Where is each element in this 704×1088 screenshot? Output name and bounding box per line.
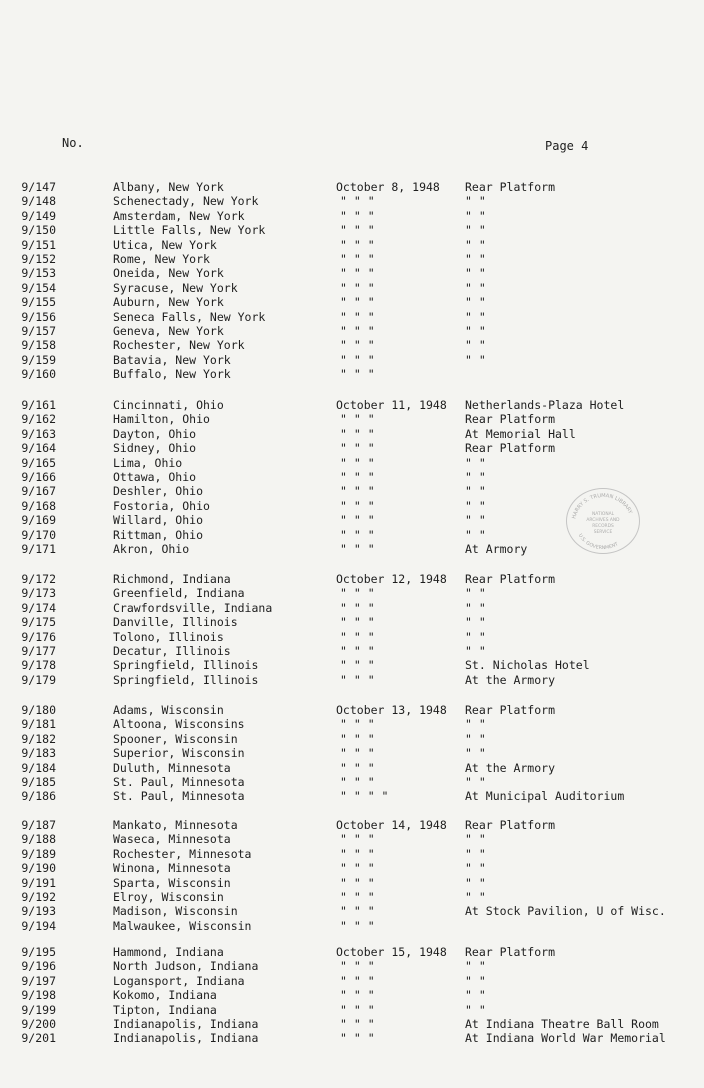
entry-no: 9/166	[21, 470, 56, 484]
entry-no: 9/161	[21, 398, 56, 412]
entry-place: Hamilton, Ohio	[113, 412, 210, 427]
entry-date: " " "	[340, 309, 375, 324]
list-item	[0, 456, 704, 470]
list-item	[0, 295, 704, 309]
list-item	[0, 353, 704, 367]
entry-no: 9/165	[21, 455, 56, 470]
entry-no: 9/152	[21, 252, 56, 266]
entry-note: " "	[465, 615, 486, 630]
entry-place: Rome, New York	[113, 252, 210, 266]
entry-no: 9/163	[21, 426, 56, 441]
entry-note: " "	[465, 644, 486, 658]
entry-place: Logansport, Indiana	[113, 973, 245, 988]
stamp-line-1: HARRY S. TRUMAN LIBRARY	[571, 492, 633, 520]
entry-note: At Memorial Hall	[465, 426, 576, 441]
archive-stamp-graphic	[567, 489, 639, 553]
entry-no: 9/172	[21, 572, 56, 586]
entry-date: " " "	[340, 644, 375, 658]
entry-date: " " "	[340, 470, 375, 484]
entry-note: " "	[465, 890, 486, 904]
entry-no: 9/196	[21, 959, 56, 974]
entry-place: Altoona, Wisconsins	[113, 717, 245, 732]
entry-note: At Armory	[465, 542, 528, 556]
entry-note: " "	[465, 237, 486, 252]
entry-place: Sidney, Ohio	[113, 441, 197, 456]
no-heading: No.	[62, 136, 84, 150]
entry-note: " "	[465, 309, 486, 324]
entry-date: " " "	[340, 988, 375, 1003]
entry-note: St. Nicholas Hotel	[465, 658, 590, 673]
entry-date: " " "	[340, 280, 375, 295]
list-item	[0, 673, 704, 687]
entry-no: 9/175	[21, 615, 56, 630]
list-item	[0, 412, 704, 426]
list-item	[0, 223, 704, 237]
entry-no: 9/179	[21, 672, 56, 687]
entry-no: 9/195	[21, 945, 56, 959]
entry-date: " " "	[340, 412, 375, 427]
entry-no: 9/149	[21, 208, 56, 223]
entry-place: Rochester, Minnesota	[113, 846, 252, 861]
list-item	[0, 644, 704, 658]
entry-no: 9/156	[21, 309, 56, 324]
entry-date: " " "	[340, 498, 375, 513]
entry-no: 9/157	[21, 324, 56, 338]
stamp-line-6: U.S. GOVERNMENT	[576, 533, 620, 552]
entry-date: " " "	[340, 295, 375, 310]
entry-place: Crawfordsville, Indiana	[113, 600, 273, 615]
entry-note: " "	[465, 470, 486, 484]
list-item	[0, 789, 704, 803]
entry-no: 9/199	[21, 1002, 56, 1017]
entry-place: Duluth, Minnesota	[113, 760, 231, 775]
list-item	[0, 988, 704, 1002]
entry-date: " " "	[340, 629, 375, 644]
entry-place: Rittman, Ohio	[113, 527, 204, 542]
entry-place: Ottawa, Ohio	[113, 470, 197, 484]
list-item	[0, 761, 704, 775]
entry-no: 9/158	[21, 338, 56, 353]
entry-date: " " "	[340, 338, 375, 353]
entry-date: " " "	[340, 194, 375, 209]
list-item	[0, 717, 704, 731]
entry-place: Willard, Ohio	[113, 513, 204, 528]
entry-date: " " "	[340, 731, 375, 746]
entry-place: Akron, Ohio	[113, 542, 190, 556]
entry-date: " " "	[340, 658, 375, 673]
stamp-line-2: NATIONAL	[591, 512, 615, 517]
entry-date: " " "	[340, 367, 375, 382]
entry-no: 9/153	[21, 266, 56, 281]
list-item	[0, 1017, 704, 1031]
entry-no: 9/148	[21, 194, 56, 209]
entry-date: " " "	[340, 484, 375, 499]
entry-no: 9/176	[21, 629, 56, 644]
entry-no: 9/170	[21, 527, 56, 542]
entry-note: " "	[465, 973, 486, 988]
entry-date: October 13, 1948	[336, 703, 447, 717]
list-item	[0, 658, 704, 672]
entry-note: " "	[465, 223, 486, 238]
entry-no: 9/184	[21, 760, 56, 775]
entry-place: Elroy, Wisconsin	[113, 890, 224, 904]
entry-no: 9/186	[21, 789, 56, 804]
archive-stamp	[566, 488, 640, 554]
list-item	[0, 847, 704, 861]
entry-place: Madison, Wisconsin	[113, 904, 238, 919]
entry-date: " " "	[340, 846, 375, 861]
entry-note: Netherlands-Plaza Hotel	[465, 398, 625, 412]
entry-date: " " "	[340, 223, 375, 238]
entry-place: Richmond, Indiana	[113, 572, 231, 586]
entry-no: 9/197	[21, 973, 56, 988]
list-item	[0, 398, 704, 412]
list-item	[0, 945, 704, 959]
entry-no: 9/201	[21, 1031, 56, 1046]
list-item	[0, 732, 704, 746]
list-item	[0, 441, 704, 455]
entry-date: " " "	[340, 542, 375, 556]
entry-place: Adams, Wisconsin	[113, 703, 224, 717]
entry-date: " " "	[340, 904, 375, 919]
entry-place: Buffalo, New York	[113, 367, 231, 382]
entry-place: Utica, New York	[113, 237, 217, 252]
list-item	[0, 601, 704, 615]
entry-date: " " "	[340, 1002, 375, 1017]
entry-date: " " "	[340, 918, 375, 933]
list-item	[0, 252, 704, 266]
entry-place: Dayton, Ohio	[113, 426, 197, 441]
entry-date: " " "	[340, 959, 375, 974]
entry-note: " "	[465, 988, 486, 1003]
entry-place: Superior, Wisconsin	[113, 746, 245, 761]
entry-date: October 14, 1948	[336, 818, 447, 832]
entry-note: " "	[465, 338, 486, 353]
entry-no: 9/185	[21, 775, 56, 789]
entry-place: Indianapolis, Indiana	[113, 1031, 259, 1046]
entry-place: Schenectady, New York	[113, 194, 259, 209]
list-item	[0, 775, 704, 789]
entry-place: Indianapolis, Indiana	[113, 1017, 259, 1031]
entry-no: 9/168	[21, 498, 56, 513]
entry-date: " " "	[340, 455, 375, 470]
entry-place: Fostoria, Ohio	[113, 498, 210, 513]
entry-note: Rear Platform	[465, 818, 556, 832]
list-item	[0, 1003, 704, 1017]
entry-note: " "	[465, 324, 486, 338]
list-item	[0, 703, 704, 717]
entry-note: " "	[465, 717, 486, 732]
entry-no: 9/200	[21, 1017, 56, 1031]
list-item	[0, 1031, 704, 1045]
entry-note: At Stock Pavilion, U of Wisc.	[465, 904, 666, 919]
entry-note: " "	[465, 513, 486, 528]
entry-note: " "	[465, 746, 486, 761]
list-item	[0, 367, 704, 381]
entry-note: Rear Platform	[465, 945, 556, 959]
entry-place: St. Paul, Minnesota	[113, 775, 245, 789]
entry-place: Springfield, Illinois	[113, 672, 259, 687]
entry-place: Greenfield, Indiana	[113, 586, 245, 601]
entry-date: " " "	[340, 615, 375, 630]
entry-no: 9/151	[21, 237, 56, 252]
list-item	[0, 324, 704, 338]
entry-note: " "	[465, 252, 486, 266]
entry-no: 9/187	[21, 818, 56, 832]
entry-no: 9/174	[21, 600, 56, 615]
entry-note: At Indiana World War Memorial	[465, 1031, 666, 1046]
entry-no: 9/183	[21, 746, 56, 761]
entry-no: 9/162	[21, 412, 56, 427]
list-item	[0, 919, 704, 933]
entry-place: Geneva, New York	[113, 324, 224, 338]
entry-date: " " "	[340, 1031, 375, 1046]
entry-place: Kokomo, Indiana	[113, 988, 217, 1003]
entry-note: " "	[465, 629, 486, 644]
entry-date: " " "	[340, 352, 375, 367]
entry-date: October 8, 1948	[336, 180, 440, 194]
entry-date: October 15, 1948	[336, 945, 447, 959]
list-item	[0, 180, 704, 194]
entry-note: Rear Platform	[465, 703, 556, 717]
entry-no: 9/182	[21, 731, 56, 746]
entry-note: " "	[465, 498, 486, 513]
entry-note: " "	[465, 731, 486, 746]
entry-place: Little Falls, New York	[113, 223, 266, 238]
entry-date: " " "	[340, 1017, 375, 1031]
entry-date: " " "	[340, 426, 375, 441]
stamp-line-3: ARCHIVES AND	[586, 518, 620, 523]
list-item	[0, 832, 704, 846]
stamp-arc-bottom	[577, 533, 620, 551]
entry-place: Auburn, New York	[113, 295, 224, 310]
entry-note: At the Armory	[465, 672, 556, 687]
entry-note: " "	[465, 775, 486, 789]
list-item	[0, 266, 704, 280]
entry-date: " " "	[340, 586, 375, 601]
entry-date: " " "	[340, 775, 375, 789]
entry-note: " "	[465, 832, 486, 847]
entry-no: 9/198	[21, 988, 56, 1003]
list-item	[0, 615, 704, 629]
list-item	[0, 194, 704, 208]
entry-date: " " "	[340, 208, 375, 223]
entry-date: " " "	[340, 600, 375, 615]
entry-place: Malwaukee, Wisconsin	[113, 918, 252, 933]
entry-date: October 11, 1948	[336, 398, 447, 412]
list-item	[0, 238, 704, 252]
entry-note: Rear Platform	[465, 441, 556, 456]
entry-date: " " "	[340, 861, 375, 876]
entry-place: Amsterdam, New York	[113, 208, 245, 223]
list-item	[0, 876, 704, 890]
list-item	[0, 959, 704, 973]
entry-place: Winona, Minnesota	[113, 861, 231, 876]
entry-note: Rear Platform	[465, 180, 556, 194]
entry-place: Syracuse, New York	[113, 280, 238, 295]
entry-place: Rochester, New York	[113, 338, 245, 353]
entry-date: " " "	[340, 672, 375, 687]
entry-note: " "	[465, 527, 486, 542]
list-item	[0, 281, 704, 295]
entry-no: 9/154	[21, 280, 56, 295]
entry-place: Batavia, New York	[113, 352, 231, 367]
entry-place: Lima, Ohio	[113, 455, 183, 470]
entry-note: At Indiana Theatre Ball Room	[465, 1017, 659, 1031]
entry-no: 9/194	[21, 918, 56, 933]
entry-date: " " "	[340, 832, 375, 847]
entry-no: 9/191	[21, 875, 56, 890]
entry-place: Tipton, Indiana	[113, 1002, 217, 1017]
entry-place: Spooner, Wisconsin	[113, 731, 238, 746]
entry-date: " " "	[340, 237, 375, 252]
entry-date: " " "	[340, 266, 375, 281]
stamp-line-4: RECORDS	[592, 524, 614, 529]
entry-no: 9/180	[21, 703, 56, 717]
entry-note: Rear Platform	[465, 572, 556, 586]
entry-date: " " "	[340, 760, 375, 775]
page-number: Page 4	[545, 139, 589, 153]
list-item	[0, 470, 704, 484]
list-item	[0, 310, 704, 324]
stamp-line-5: SERVICE	[593, 530, 613, 535]
entry-date: " " "	[340, 875, 375, 890]
entry-place: Springfield, Illinois	[113, 658, 259, 673]
entry-no: 9/167	[21, 484, 56, 499]
entry-note: " "	[465, 208, 486, 223]
entry-no: 9/159	[21, 352, 56, 367]
entry-note: " "	[465, 600, 486, 615]
list-item	[0, 586, 704, 600]
entry-note: " "	[465, 861, 486, 876]
entry-place: Deshler, Ohio	[113, 484, 204, 499]
entry-no: 9/178	[21, 658, 56, 673]
entry-note: " "	[465, 959, 486, 974]
entry-place: North Judson, Indiana	[113, 959, 259, 974]
entry-place: Seneca Falls, New York	[113, 309, 266, 324]
entry-place: Sparta, Wisconsin	[113, 875, 231, 890]
entry-note: " "	[465, 280, 486, 295]
entry-place: Albany, New York	[113, 180, 224, 194]
list-item	[0, 746, 704, 760]
entry-no: 9/189	[21, 846, 56, 861]
entry-note: " "	[465, 455, 486, 470]
entry-date: " " "	[340, 252, 375, 266]
entry-no: 9/193	[21, 904, 56, 919]
entry-date: " " "	[340, 513, 375, 528]
entry-place: Oneida, New York	[113, 266, 224, 281]
list-item	[0, 818, 704, 832]
entry-place: Mankato, Minnesota	[113, 818, 238, 832]
list-item	[0, 572, 704, 586]
list-item	[0, 974, 704, 988]
entry-date: " " "	[340, 973, 375, 988]
entry-date: " " "	[340, 324, 375, 338]
entry-note: " "	[465, 194, 486, 209]
entry-place: Danville, Illinois	[113, 615, 238, 630]
entry-note: " "	[465, 352, 486, 367]
entry-no: 9/190	[21, 861, 56, 876]
entry-date: " " "	[340, 527, 375, 542]
entry-date: " " " "	[340, 789, 389, 804]
entry-no: 9/177	[21, 644, 56, 658]
list-item	[0, 904, 704, 918]
entry-no: 9/147	[21, 180, 56, 194]
entry-no: 9/160	[21, 367, 56, 382]
entry-date: " " "	[340, 441, 375, 456]
entry-place: Hammond, Indiana	[113, 945, 224, 959]
entry-note: At Municipal Auditorium	[465, 789, 625, 804]
entry-note: Rear Platform	[465, 412, 556, 427]
entry-date: October 12, 1948	[336, 572, 447, 586]
entry-date: " " "	[340, 746, 375, 761]
entry-note: " "	[465, 484, 486, 499]
entry-place: Tolono, Illinois	[113, 629, 224, 644]
entry-note: " "	[465, 266, 486, 281]
entry-no: 9/150	[21, 223, 56, 238]
entry-no: 9/173	[21, 586, 56, 601]
entry-no: 9/169	[21, 513, 56, 528]
entry-place: St. Paul, Minnesota	[113, 789, 245, 804]
entry-note: At the Armory	[465, 760, 556, 775]
list-item	[0, 427, 704, 441]
entry-no: 9/181	[21, 717, 56, 732]
entry-note: " "	[465, 846, 486, 861]
entry-note: " "	[465, 875, 486, 890]
entry-date: " " "	[340, 890, 375, 904]
entry-place: Cincinnati, Ohio	[113, 398, 224, 412]
entry-no: 9/192	[21, 890, 56, 904]
list-item	[0, 209, 704, 223]
list-item	[0, 861, 704, 875]
entry-place: Waseca, Minnesota	[113, 832, 231, 847]
entry-no: 9/171	[21, 542, 56, 556]
list-item	[0, 630, 704, 644]
entry-note: " "	[465, 1002, 486, 1017]
entry-note: " "	[465, 586, 486, 601]
entry-no: 9/155	[21, 295, 56, 310]
list-item	[0, 338, 704, 352]
entry-no: 9/164	[21, 441, 56, 456]
entry-note: " "	[465, 295, 486, 310]
entry-place: Decatur, Illinois	[113, 644, 231, 658]
entry-no: 9/188	[21, 832, 56, 847]
list-item	[0, 890, 704, 904]
entry-date: " " "	[340, 717, 375, 732]
